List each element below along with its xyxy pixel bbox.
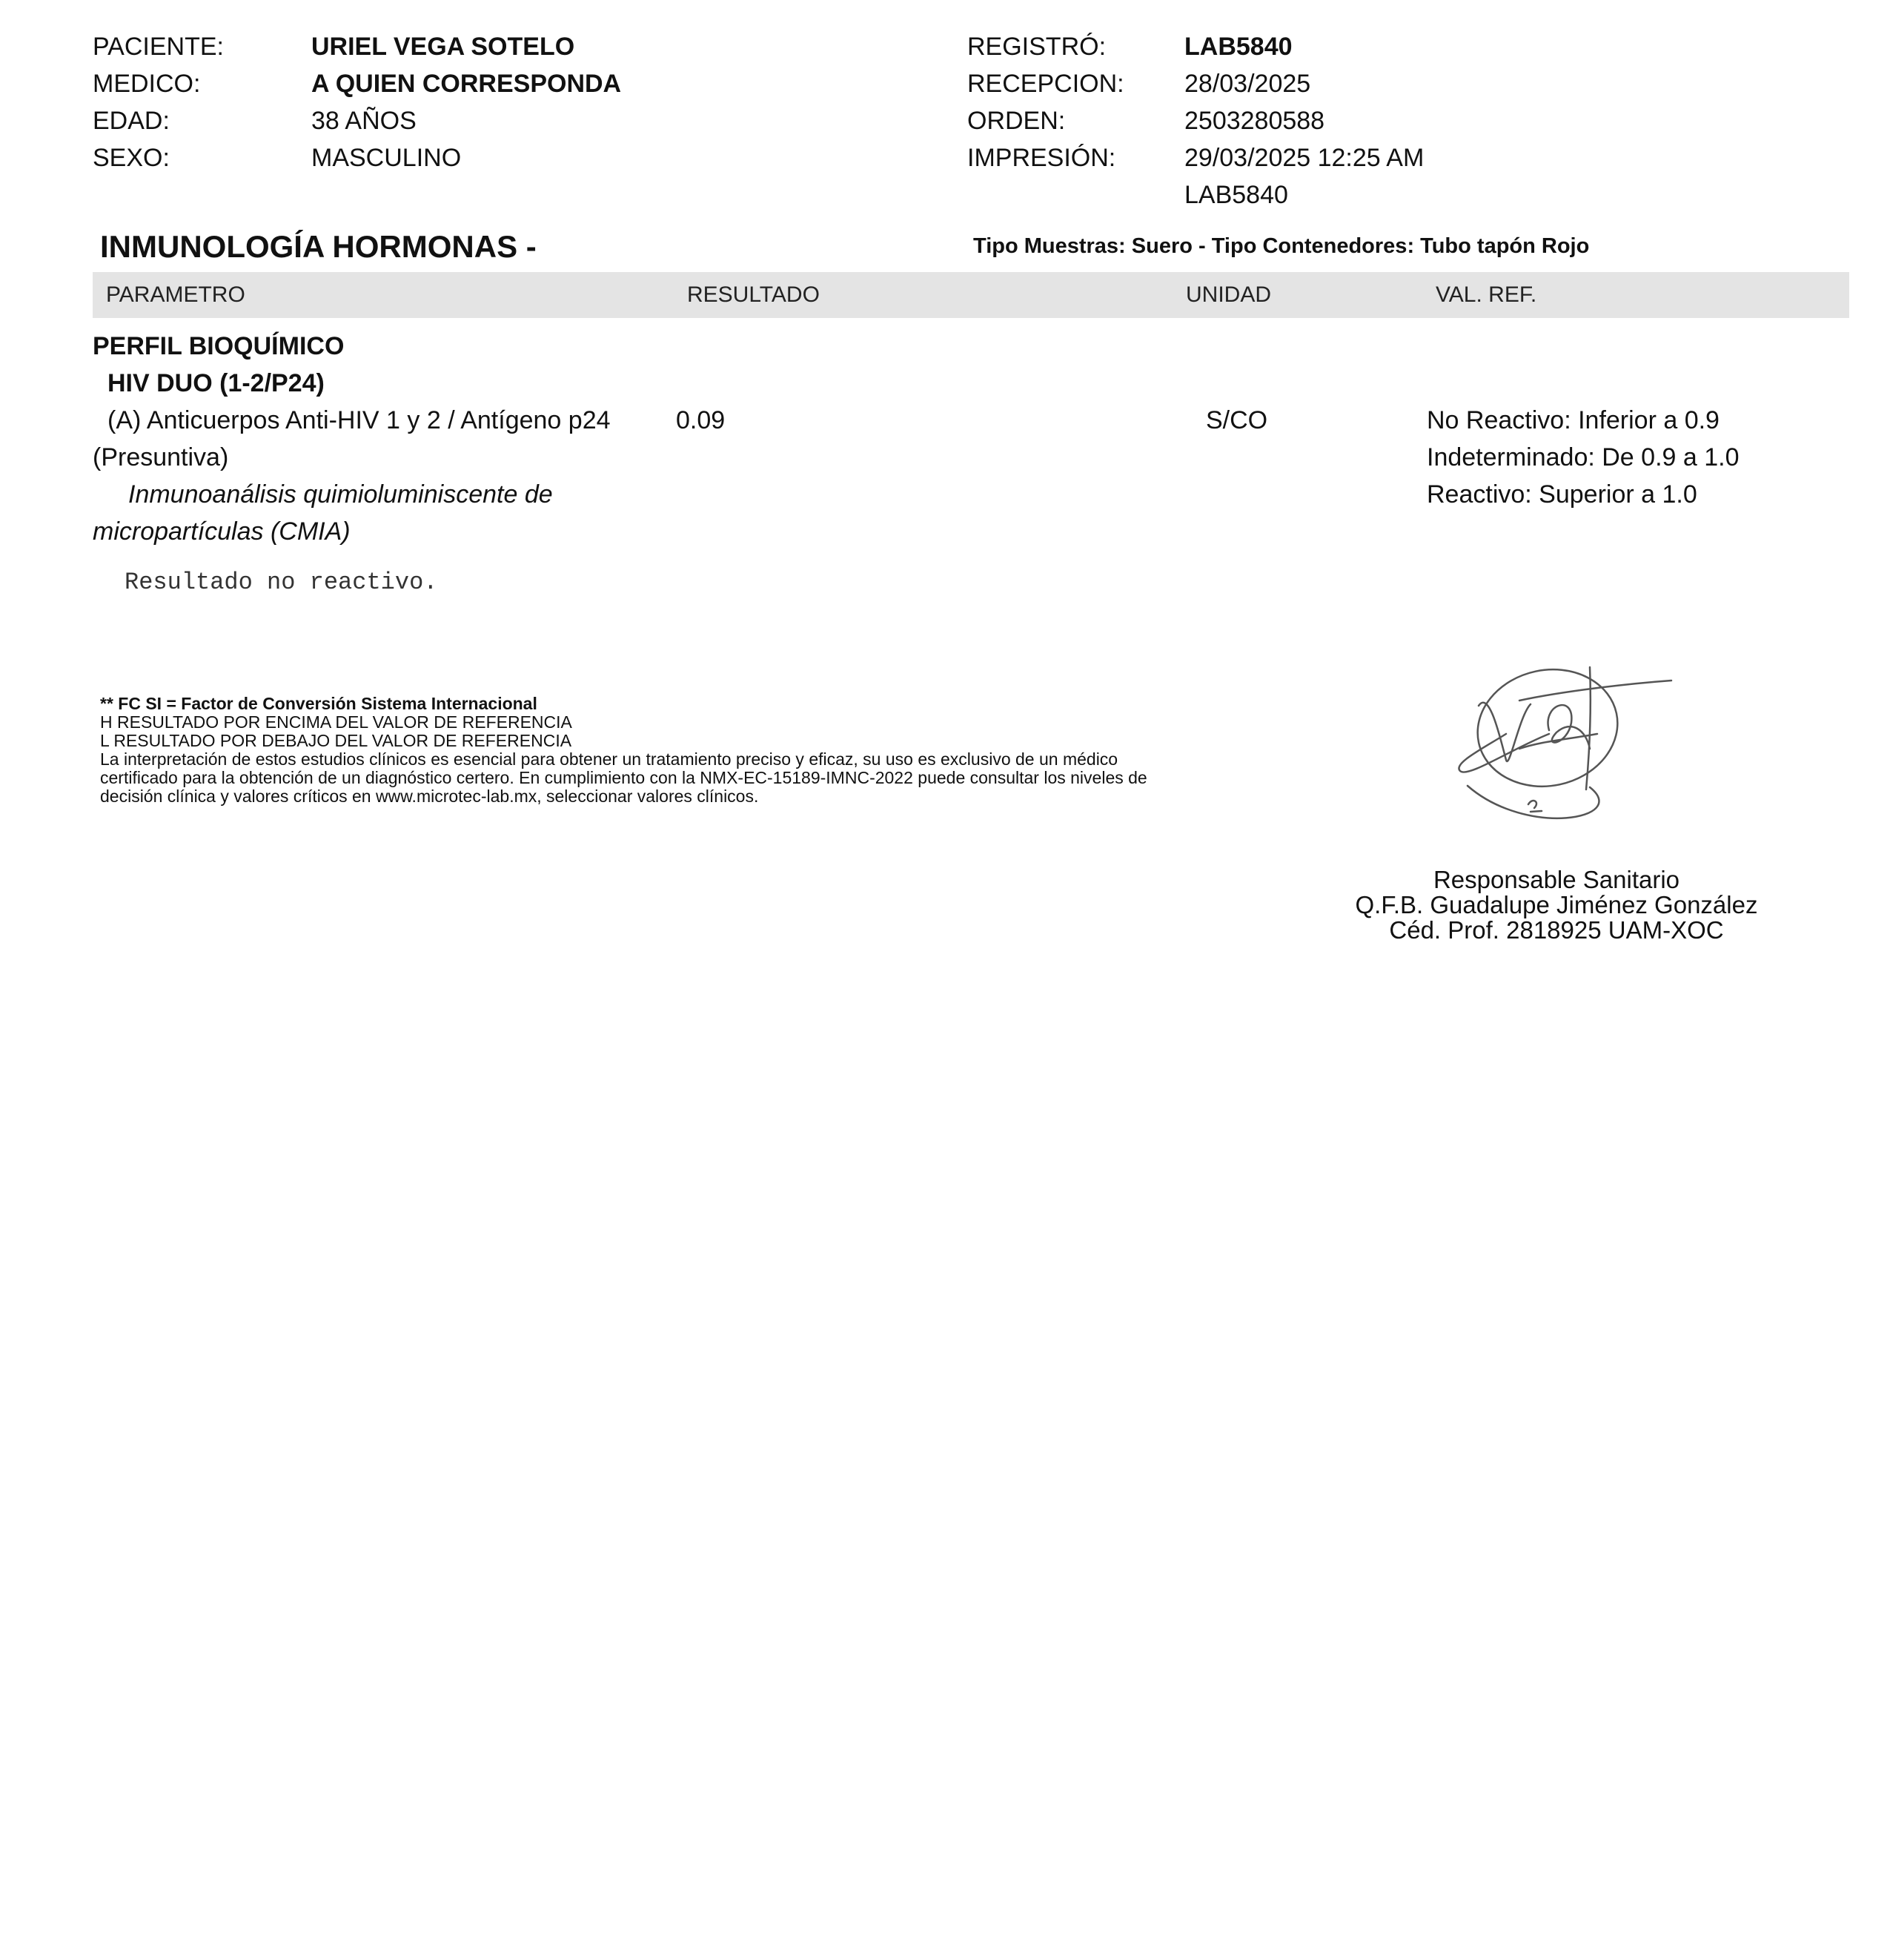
footnote-fcsi: ** FC SI = Factor de Conversión Sistema Internacional — [100, 694, 537, 713]
age-label: EDAD: — [93, 107, 170, 135]
print-datetime: 29/03/2025 12:25 AM — [1184, 144, 1425, 172]
signature-name: Q.F.B. Guadalupe Jiménez González — [1355, 891, 1758, 918]
footnotes — [100, 695, 1286, 806]
doctor-name: A QUIEN CORRESPONDA — [311, 70, 622, 98]
doctor-label: MEDICO: — [93, 70, 201, 98]
section-title: INMUNOLOGÍA HORMONAS - — [100, 229, 537, 264]
order-number: 2503280588 — [1184, 107, 1325, 135]
registered-label: REGISTRÓ: — [967, 33, 1107, 61]
order-label: ORDEN: — [967, 107, 1066, 135]
header-parameter: PARAMETRO — [106, 282, 245, 307]
registered-value: LAB5840 — [1184, 33, 1293, 61]
result-value: 0.09 — [676, 406, 726, 434]
patient-name: URIEL VEGA SOTELO — [311, 33, 575, 61]
signature-role: Responsable Sanitario — [1433, 866, 1680, 893]
test-name: HIV DUO (1-2/P24) — [107, 369, 325, 397]
ref-non-reactive: No Reactivo: Inferior a 0.9 — [1427, 406, 1720, 434]
parameter-name: (A) Anticuerpos Anti-HIV 1 y 2 / Antígeno p24 — [107, 406, 611, 434]
reception-label: RECEPCION: — [967, 70, 1124, 98]
sex-label: SEXO: — [93, 144, 170, 172]
header-ref: VAL. REF. — [1436, 282, 1537, 307]
ref-reactive: Reactivo: Superior a 1.0 — [1427, 480, 1697, 509]
print-user: LAB5840 — [1184, 181, 1288, 209]
footnote-disclaimer-1: La interpretación de estos estudios clínicos es esencial para obtener un tratamiento preciso y eficaz, su uso es exclusivo de un médico — [100, 749, 1118, 769]
footnote-low: L RESULTADO POR DEBAJO DEL VALOR DE REFERENCIA — [100, 731, 572, 750]
age-value: 38 AÑOS — [311, 107, 417, 135]
footnote-high: H RESULTADO POR ENCIMA DEL VALOR DE REFERENCIA — [100, 712, 572, 732]
method-name-cont: micropartículas (CMIA) — [93, 517, 351, 546]
ref-indeterminate: Indeterminado: De 0.9 a 1.0 — [1427, 443, 1740, 471]
table-header — [93, 272, 1849, 318]
method-name: Inmunoanálisis quimioluminiscente de — [128, 480, 553, 509]
header-unit: UNIDAD — [1186, 282, 1272, 307]
footnote-disclaimer-2: certificado para la obtención de un diagnóstico certero. En cumplimiento con la NMX-EC-15189-IMNC-2022 puede consultar los niveles de — [100, 768, 1147, 787]
reception-date: 28/03/2025 — [1184, 70, 1311, 98]
signature-license: Céd. Prof. 2818925 UAM-XOC — [1389, 916, 1724, 944]
specimen-info: Tipo Muestras: Suero - Tipo Contenedores: Tubo tapón Rojo — [973, 234, 1590, 258]
unit-value: S/CO — [1206, 406, 1268, 434]
header-result: RESULTADO — [687, 282, 820, 307]
parameter-name-cont: (Presuntiva) — [93, 443, 229, 471]
profile-name: PERFIL BIOQUÍMICO — [93, 332, 345, 360]
footnote-disclaimer-3: decisión clínica y valores críticos en www.microtec-lab.mx, seleccionar valores clínicos. — [100, 787, 759, 806]
patient-label: PACIENTE: — [93, 33, 224, 61]
signature-image — [1438, 660, 1682, 852]
result-comment: Resultado no reactivo. — [125, 569, 438, 596]
print-label: IMPRESIÓN: — [967, 144, 1116, 172]
sex-value: MASCULINO — [311, 144, 462, 172]
